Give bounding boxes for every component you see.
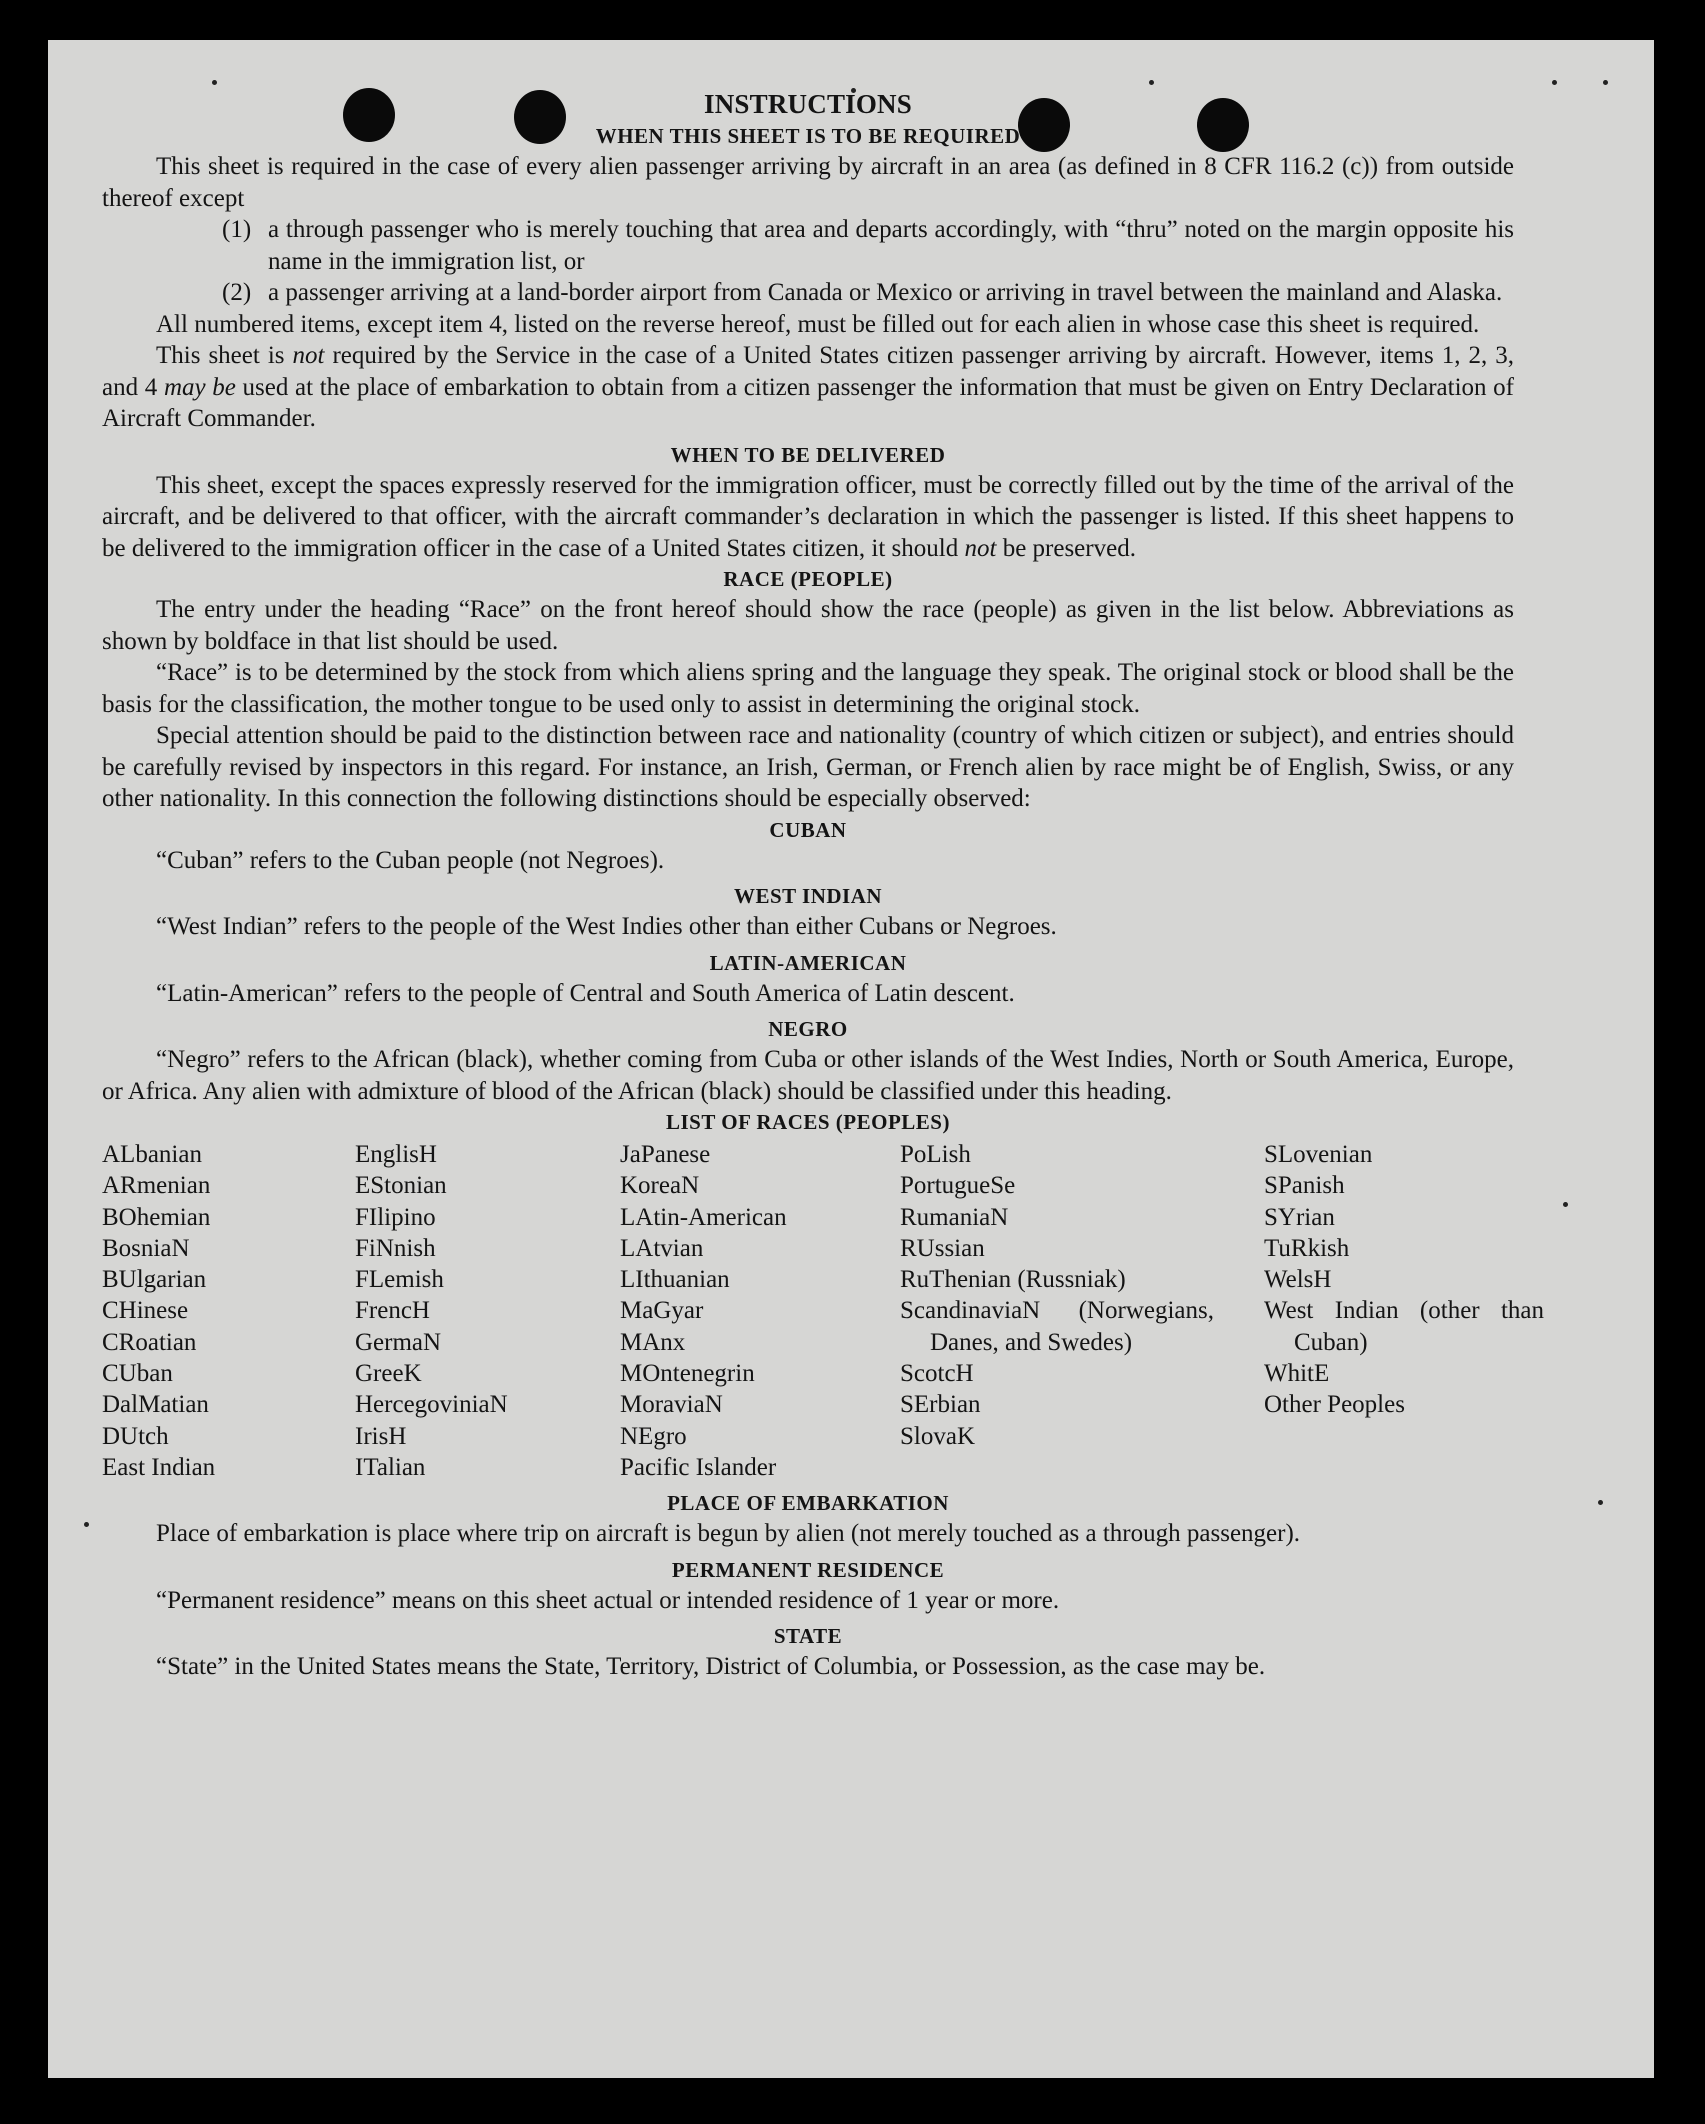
section-heading: PERMANENT RESIDENCE [671, 1557, 945, 1582]
race-column [1264, 1139, 1544, 1483]
paragraph: This sheet is not required by the Service in the case of a United States citizen passenger arriving by aircraft. However, items 1, 2, 3, and 4 may be used at the place of embarkation to obtain from a citizen passenger the information that must be given on Entry Declaration of Aircraft Commander. [102, 342, 1515, 432]
exception-item [222, 277, 1514, 309]
paragraph: “Cuban” refers to the Cuban people (not Negroes). [156, 846, 665, 874]
paragraph: This sheet is required in the case of every alien passenger arriving by aircraft in an area (as defined in 8 CFR 116.2 (c)) from outside thereof except [102, 153, 1514, 212]
race-entry: MoraviaN [620, 1391, 723, 1419]
race-entry: EnglisH [355, 1141, 437, 1168]
speck [1149, 80, 1154, 85]
race-entry: GreeK [355, 1360, 422, 1388]
race-entry: FLemish [355, 1266, 444, 1294]
race-entry: MAnx [620, 1328, 686, 1356]
section-heading: LIST OF RACES (PEOPLES) [666, 1110, 950, 1134]
race-entry: DalMatian [102, 1391, 209, 1419]
race-entry: FiNnish [355, 1234, 436, 1262]
speck [1563, 1202, 1568, 1207]
paragraph: “Race” is to be determined by the stock from which aliens spring and the language they speak. The original stock or blood shall be the basis for the classification, the mother tongue to be used only to assist in determining the original stock. [102, 659, 1514, 718]
instructions-content [102, 87, 1544, 1683]
section-heading: CUBAN [769, 817, 847, 842]
race-entry: HercegoviniaN [355, 1391, 508, 1419]
section-heading: WEST INDIAN [733, 884, 883, 908]
paragraph: “State” in the United States means the State, Territory, District of Columbia, or Possession, as the case may be. [156, 1653, 1266, 1681]
race-list [102, 1139, 1544, 1483]
item-number: (1) [222, 216, 252, 243]
race-entry: Other Peoples [1264, 1391, 1405, 1419]
race-entry: SlovaK [900, 1422, 975, 1450]
paragraph: “Latin-American” refers to the people of Central and South America of Latin descent. [156, 979, 1015, 1007]
race-entry: RumaniaN [900, 1203, 1009, 1231]
race-entry: NEgro [620, 1422, 687, 1450]
race-entry: BosniaN [102, 1234, 190, 1262]
paragraph: This sheet, except the spaces expressly reserved for the immigration officer, must be correctly filled out by the time of the arrival of the aircraft, and be delivered to that officer, with the aircraft commander’s declaration in which the passenger is listed. If this sheet happens to be delivered to the immigration officer in the case of a United States citizen, it should not be preserved. [102, 471, 1514, 562]
speck [212, 80, 217, 85]
speck [1603, 80, 1608, 85]
paragraph: The entry under the heading “Race” on the front hereof should show the race (people) as given in the list below. Abbreviations as shown by boldface in that list should be used. [102, 596, 1514, 655]
section-heading: WHEN THIS SHEET IS TO BE REQUIRED [595, 124, 1021, 148]
exception-item [222, 214, 1514, 277]
section-heading: NEGRO [768, 1017, 848, 1041]
race-entry: East Indian [102, 1453, 216, 1481]
race-entry: TuRkish [1264, 1234, 1350, 1262]
speck [84, 1522, 89, 1527]
race-entry: ITalian [355, 1453, 426, 1481]
paragraph: “Permanent residence” means on this sheet actual or intended residence of 1 year or more. [156, 1586, 1060, 1614]
section-heading: LATIN-AMERICAN [709, 950, 907, 975]
page-title: INSTRUCTIONS [704, 89, 912, 119]
race-entry: SPanish [1264, 1172, 1345, 1200]
race-entry: LIthuanian [620, 1266, 730, 1294]
section-heading: WHEN TO BE DELIVERED [670, 442, 946, 467]
section-heading: STATE [773, 1624, 843, 1649]
paragraph: “Negro” refers to the African (black), whether coming from Cuba or other islands of the West Indies, North or South America, Europe, or Africa. Any alien with admixture of blood of the African (black) should be classified under this heading. [102, 1046, 1514, 1105]
race-entry: PortugueSe [900, 1172, 1016, 1200]
race-column [355, 1139, 620, 1483]
paragraph: All numbered items, except item 4, listed on the reverse hereof, must be filled out for each alien in whose case this sheet is required. [156, 310, 1480, 338]
race-column [102, 1139, 355, 1483]
race-entry: ALbanian [102, 1141, 202, 1168]
paragraph: Place of embarkation is place where trip on aircraft is begun by alien (not merely touched as a through passenger). [156, 1520, 1301, 1548]
race-entry: ScotcH [900, 1360, 974, 1388]
race-entry: MaGyar [620, 1297, 704, 1325]
race-entry: West Indian (other than Cuban) [1264, 1297, 1544, 1356]
race-entry: CRoatian [102, 1328, 197, 1356]
race-entry: RUssian [900, 1234, 985, 1262]
race-entry: Pacific Islander [620, 1453, 777, 1481]
item-text: a passenger arriving at a land-border airport from Canada or Mexico or arriving in travel between the mainland and Alaska. [268, 279, 1503, 306]
race-entry: DUtch [102, 1422, 169, 1450]
race-entry: RuThenian (Russniak) [900, 1266, 1126, 1294]
race-entry: FIlipino [355, 1203, 436, 1231]
race-entry: BUlgarian [102, 1266, 207, 1294]
race-entry: MOntenegrin [620, 1360, 755, 1388]
race-entry: LAtvian [620, 1234, 704, 1262]
section-heading: RACE (PEOPLE) [723, 567, 893, 591]
race-entry: LAtin-American [620, 1203, 787, 1231]
race-column [900, 1139, 1264, 1483]
race-entry: WelsH [1264, 1266, 1332, 1294]
race-column [620, 1139, 900, 1483]
section-heading: PLACE OF EMBARKATION [667, 1491, 949, 1516]
paragraph: Special attention should be paid to the distinction between race and nationality (country of which citizen or subject), and entries should be carefully revised by inspectors in this regard. For instance, an Irish, German, or French alien by race might be of English, Swiss, or any other nationality. In this connection the following distinctions should be especially observed: [102, 722, 1514, 812]
item-number: (2) [222, 279, 252, 306]
race-entry: SYrian [1264, 1203, 1335, 1231]
speck [1552, 80, 1557, 85]
race-entry: SErbian [900, 1391, 981, 1419]
race-entry: FrencH [355, 1297, 430, 1325]
race-entry: ARmenian [102, 1172, 211, 1200]
race-entry: EStonian [355, 1172, 447, 1200]
race-entry: WhitE [1264, 1360, 1330, 1388]
race-entry: KoreaN [620, 1172, 700, 1200]
race-entry: IrisH [355, 1422, 407, 1450]
item-text: a through passenger who is merely touching that area and departs accordingly, with “thru” noted on the margin opposite his name in the immigration list, or [268, 216, 1514, 275]
race-entry: CUban [102, 1360, 173, 1388]
paragraph: “West Indian” refers to the people of the West Indies other than either Cubans or Negroes. [156, 913, 1057, 940]
speck [1598, 1500, 1603, 1505]
race-entry: GermaN [355, 1328, 442, 1356]
race-entry: JaPanese [620, 1141, 711, 1168]
race-entry: BOhemian [102, 1203, 211, 1231]
race-entry: SLovenian [1264, 1141, 1373, 1168]
race-entry: CHinese [102, 1297, 189, 1325]
race-entry: ScandinaviaN (Norwegians, Danes, and Swedes) [900, 1297, 1214, 1356]
race-entry: PoLish [900, 1141, 971, 1168]
